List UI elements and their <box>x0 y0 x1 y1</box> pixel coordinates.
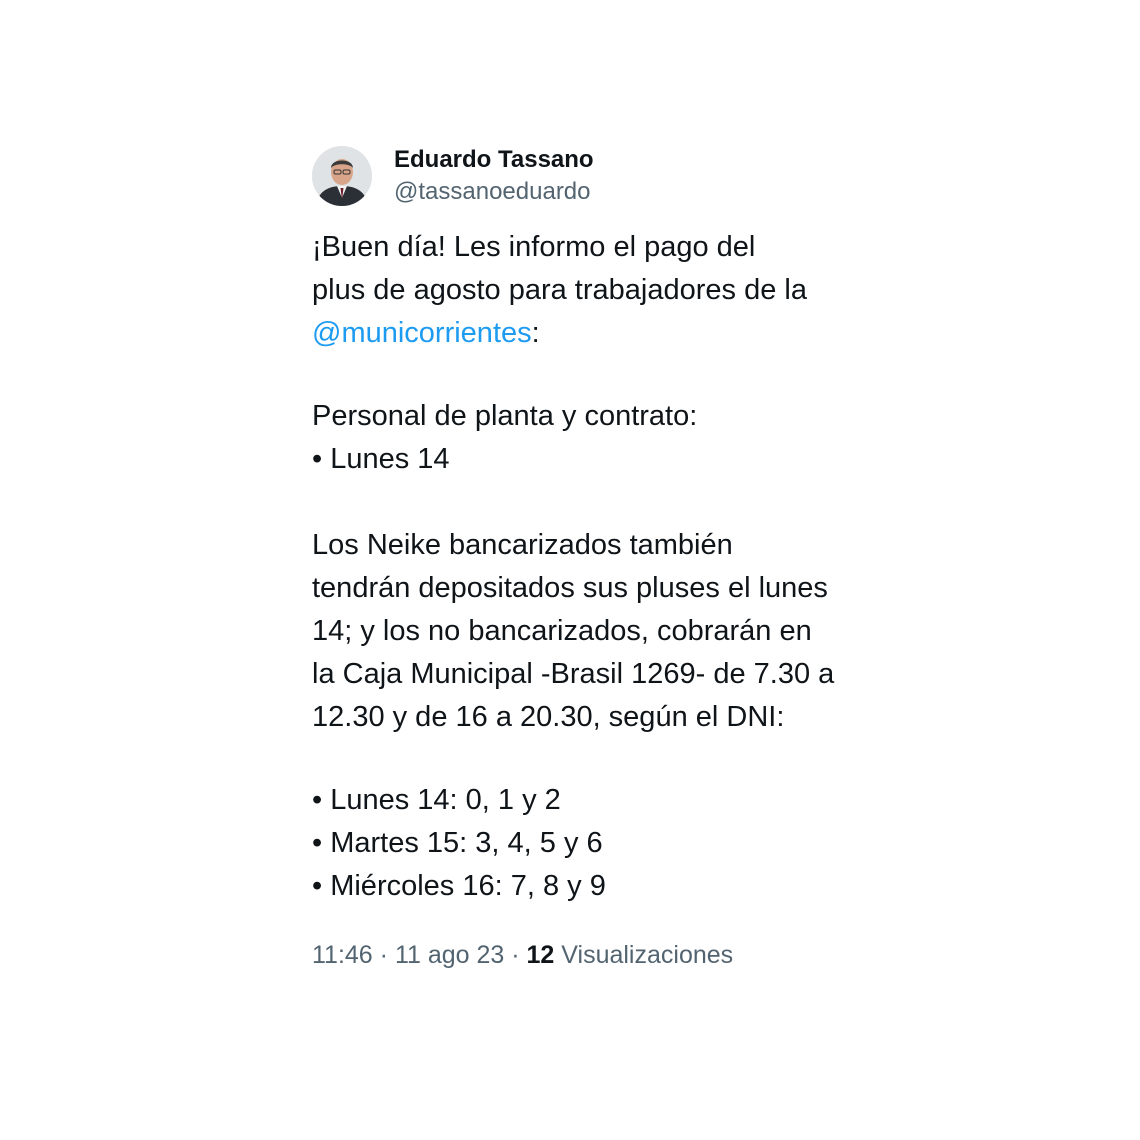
meta-separator: · <box>372 941 395 969</box>
tweet-meta <box>312 938 1012 972</box>
neike-line-5: 12.30 y de 16 a 20.30, según el DNI: <box>312 701 785 733</box>
tweet-time[interactable]: 11:46 <box>312 941 373 969</box>
intro-line-1: ¡Buen día! Les informo el pago del <box>312 231 756 263</box>
schedule-item: • Lunes 14: 0, 1 y 2 <box>312 784 561 816</box>
neike-line-2: tendrán depositados sus pluses el lunes <box>312 572 828 604</box>
avatar-photo-icon <box>312 146 372 206</box>
tweet-card <box>312 140 1012 972</box>
neike-line-4: la Caja Municipal -Brasil 1269- de 7.30 a <box>312 658 835 690</box>
author-display-name[interactable]: Eduardo Tassano <box>394 146 594 173</box>
author-handle[interactable]: @tassanoeduardo <box>394 178 591 205</box>
author-names <box>394 144 594 208</box>
tweet-text <box>312 226 1012 908</box>
paragraph-gap <box>312 355 1012 395</box>
paragraph-gap <box>312 481 1012 524</box>
meta-separator: · <box>504 941 527 969</box>
neike-line-1: Los Neike bancarizados también <box>312 529 733 561</box>
staff-item: • Lunes 14 <box>312 443 450 475</box>
intro-line-2: plus de agosto para trabajadores de la <box>312 274 807 306</box>
schedule-item: • Miércoles 16: 7, 8 y 9 <box>312 870 606 902</box>
staff-heading: Personal de planta y contrato: <box>312 400 698 432</box>
schedule-item: • Martes 15: 3, 4, 5 y 6 <box>312 827 603 859</box>
mention-link[interactable]: @municorrientes <box>312 317 532 349</box>
views-label[interactable]: Visualizaciones <box>554 941 734 969</box>
neike-line-3: 14; y los no bancarizados, cobrarán en <box>312 615 812 647</box>
mention-line <box>312 312 1012 355</box>
views-count[interactable]: 12 <box>526 941 555 969</box>
tweet-author <box>312 140 1012 212</box>
mention-suffix: : <box>531 317 540 349</box>
avatar[interactable] <box>312 146 372 206</box>
paragraph-gap <box>312 739 1012 779</box>
tweet-date[interactable]: 11 ago 23 <box>394 941 505 969</box>
